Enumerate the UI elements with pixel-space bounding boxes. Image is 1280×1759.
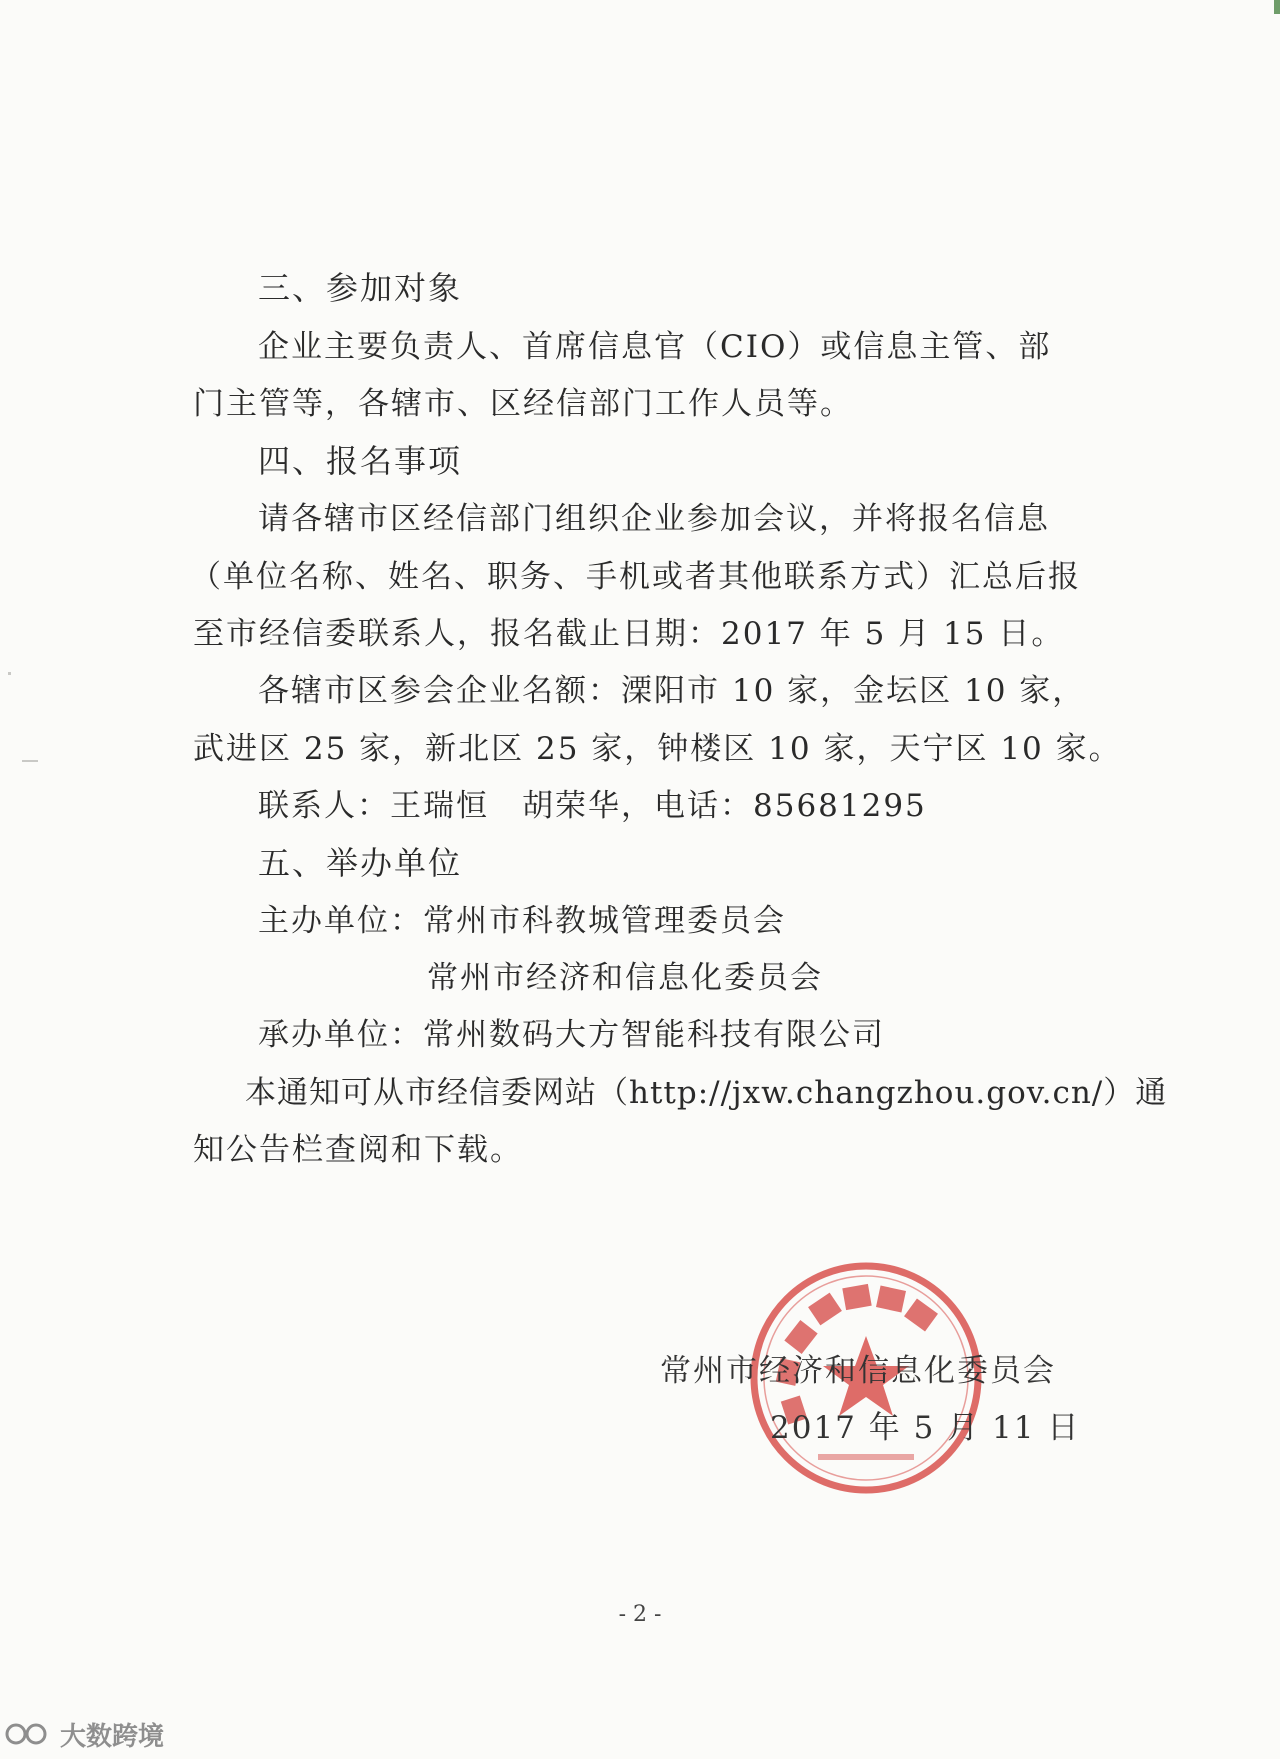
paragraph-line: 武进区 25 家，新北区 25 家，钟楼区 10 家，天宁区 10 家。: [193, 731, 1122, 767]
paragraph-line: 门主管等，各辖市、区经信部门工作人员等。: [193, 386, 853, 422]
edge-mark: [1274, 0, 1280, 14]
paragraph-line: 企业主要负责人、首席信息官（CIO）或信息主管、部: [258, 329, 1052, 365]
paragraph-line: 各辖市区参会企业名额：溧阳市 10 家，金坛区 10 家，: [258, 673, 1086, 709]
scan-speck: [22, 760, 38, 762]
host-unit-line: 常州市经济和信息化委员会: [427, 960, 823, 996]
website-note-line: 本通知可从市经信委网站（http://jxw.changzhou.gov.cn/）通: [245, 1075, 1168, 1111]
host-unit-line: 主办单位：常州市科教城管理委员会: [258, 903, 786, 939]
paragraph-line: 至市经信委联系人，报名截止日期：2017 年 5 月 15 日。: [193, 616, 1065, 652]
watermark-logo-icon: [4, 1720, 54, 1748]
website-note-line: 知公告栏查阅和下载。: [193, 1132, 523, 1168]
organizer-unit-line: 承办单位：常州数码大方智能科技有限公司: [258, 1017, 885, 1053]
issue-date: 2017 年 5 月 11 日: [770, 1410, 1081, 1446]
paragraph-line: 请各辖市区经信部门组织企业参加会议，并将报名信息: [258, 501, 1050, 537]
watermark-text: 大数跨境: [60, 1721, 165, 1752]
section-heading-participants: 三、参加对象: [258, 269, 463, 307]
page-number: - 2 -: [618, 1602, 662, 1627]
paragraph-line: （单位名称、姓名、职务、手机或者其他联系方式）汇总后报: [190, 559, 1081, 595]
scan-speck: [8, 672, 11, 675]
contact-line: 联系人：王瑞恒 胡荣华，电话：85681295: [258, 788, 927, 824]
section-heading-registration: 四、报名事项: [258, 442, 463, 480]
watermark: [4, 1716, 164, 1752]
issuing-organization: 常州市经济和信息化委员会: [660, 1353, 1056, 1389]
section-heading-organizers: 五、举办单位: [258, 844, 463, 882]
